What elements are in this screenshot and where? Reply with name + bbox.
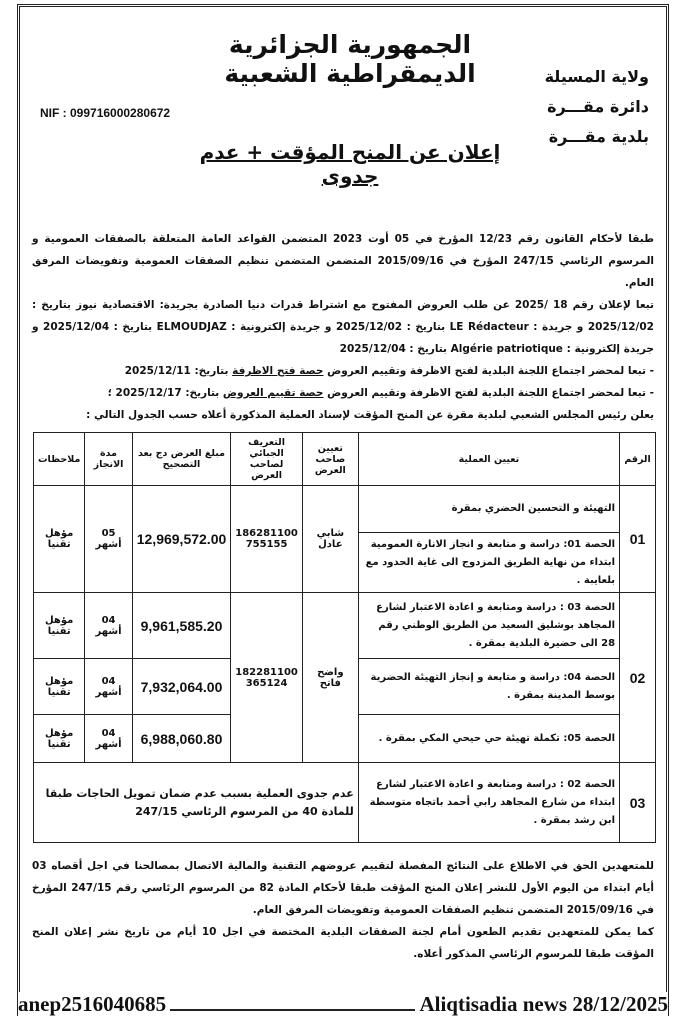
operation-title: التهيئة و التحسين الحضري بمقرة	[358, 486, 619, 533]
minutes-text: - تبعا لمحضر اجتماع اللجنة البلدية لفتح الاظرفة وتقييم العروض	[323, 387, 654, 399]
administration-block	[545, 62, 649, 152]
wilaya: ولاية المسيلة	[544, 67, 649, 86]
minutes-text: - تبعا لمحضر اجتماع اللجنة البلدية لفتح الاظرفة وتقييم العروض	[323, 365, 654, 377]
intro-line: يعلن رئيس المجلس الشعبي لبلدية مقرة عن المنح المؤقت لإسناد العملية المذكورة أعلاه حسب الجدول التالي :	[86, 409, 654, 421]
daira: دائرة مقـــرة	[547, 97, 649, 116]
lot-description: الحصة 01: دراسة و متابعة و انجاز الانارة العمومية ابتداء من نهاية الطريق المزدوج الى غاية الحدود مع بلعايبة .	[358, 533, 619, 593]
minutes-date: بتاريخ: 2025/12/17 ؛	[107, 387, 223, 399]
commune: بلدية مقـــرة	[548, 127, 649, 146]
lot-description: الحصة 02 : دراسة ومتابعة و اعادة الاعتبار لشارع ابتداء من شارع المجاهد رابي أحمد باتجاه متوسطة ابن رشد بمقرة .	[358, 763, 619, 843]
table-header	[34, 433, 656, 486]
republic-title: الجمهورية الجزائرية الديمقراطية الشعبية	[224, 30, 476, 88]
minutes-evaluation	[32, 382, 654, 404]
footer-text	[32, 855, 654, 965]
rights-paragraph: للمتعهدين الحق في الاطلاع على النتائج المفصلة لتقييم عروضهم التقنية والمالية الاتصال بمصالحنا في اجل أقصاه 03 أيام ابتداء من اليوم الأول للنشر إعلان المنح المؤقت طبقا لأحكام المادة 82 من المرسوم الرئاسي رقم 247/15 المؤرخ في 2015/09/16 المتضمن تنظيم الصفقات العمومية وتفويضات المرفق العام.	[32, 860, 654, 916]
row-number: 02	[620, 593, 656, 763]
announcement-body	[32, 228, 654, 426]
lot-description: الحصة 03 : دراسة ومتابعة و اعادة الاعتبار لشارع المجاهد بوشليق السعيد من الطريق الوطني رقم 28 الى حضيرة البلدية بمقرة .	[358, 593, 619, 659]
amount: 6,988,060.80	[132, 715, 231, 763]
minutes-date: بتاريخ: 2025/12/11	[124, 365, 233, 377]
note: مؤهل تقنيا	[34, 659, 85, 715]
header-operation: تعيين العملية	[358, 433, 619, 486]
header-number: الرقم	[620, 433, 656, 486]
anep-reference: anep2516040685	[18, 992, 167, 1016]
table-row	[34, 593, 656, 659]
header-tax-id: التعريف الجبائي لصاحب العرض	[231, 433, 303, 486]
row-number: 01	[620, 486, 656, 593]
appeals-paragraph: كما يمكن للمتعهدين تقديم الطعون أمام لجنة الصفقات البلدية المختصة في اجل 10 أيام من تاريخ نشر إعلان المنح المؤقت طبقا للمرسوم الرئاسي المذكور أعلاه.	[32, 926, 654, 960]
amount: 7,932,064.00	[132, 659, 231, 715]
table-row	[34, 486, 656, 533]
minutes-session: حصة فتح الاظرفة	[232, 365, 324, 377]
header-bidder: تعيين صاحب العرض	[302, 433, 358, 486]
publication-info: Aliqtisadia news 28/12/2025	[419, 992, 668, 1016]
minutes-opening	[32, 360, 654, 382]
bidder: واضح فاتح	[302, 593, 358, 763]
note: مؤهل تقنيا	[34, 715, 85, 763]
separator-line	[170, 1009, 415, 1011]
table-row	[34, 763, 656, 843]
tax-id: 182281100 365124	[231, 593, 303, 763]
tax-id: 186281100 755155	[231, 486, 303, 593]
amount: 9,961,585.20	[132, 593, 231, 659]
publication-line	[18, 992, 668, 1017]
legal-basis-paragraph: طبقا لأحكام القانون رقم 12/23 المؤرخ في 05 أوت 2023 المتضمن القواعد العامة المتعلقة بالصفقات العمومية و المرسوم الرئاسي 247/15 المؤرخ في 2015/09/16 المتضمن المتضمن تنظيم الصفقات العمومية وتفويضات المرفق العام.	[32, 233, 654, 289]
header-duration: مدة الانجاز	[85, 433, 132, 486]
duration: 05 أشهر	[85, 486, 132, 593]
note: مؤهل تقنيا	[34, 593, 85, 659]
row-number: 03	[620, 763, 656, 843]
duration: 04 أشهر	[85, 593, 132, 659]
bidder: شابي عادل	[302, 486, 358, 593]
duration: 04 أشهر	[85, 659, 132, 715]
unsuccessful-status: عدم جدوى العملية بسبب عدم ضمان تمويل الحاجات طبقا للمادة 40 من المرسوم الرئاسي 247/15	[34, 763, 359, 843]
note: مؤهل تقنيا	[34, 486, 85, 593]
lot-description: الحصة 04: دراسة و متابعة و إنجاز التهيئة الحضرية بوسط المدينة بمقرة .	[358, 659, 619, 715]
lot-description: الحصة 05: تكملة تهيئة حي حيحي المكي بمقرة .	[358, 715, 619, 763]
award-table	[33, 432, 656, 843]
nif-number: NIF : 099716000280672	[40, 106, 171, 120]
header-amount: مبلغ العرض دج بعد التصحيح	[132, 433, 231, 486]
minutes-session: حصة تقييم العروض	[222, 387, 324, 399]
amount: 12,969,572.00	[132, 486, 231, 593]
header-notes: ملاحظات	[34, 433, 85, 486]
announcement-title: إعلان عن المنح المؤقت + عدم جدوى	[199, 140, 501, 188]
duration: 04 أشهر	[85, 715, 132, 763]
tender-reference-paragraph: تبعا لإعلان رقم 18 /2025 عن طلب العروض المفتوح مع اشتراط قدرات دنيا الصادرة بجريدة: الاقتصادية نيوز بتاريخ : 2025/12/02 و جريدة : LE Rédacteur بتاريخ : 2025/12/02 و جريدة إلكترونية : ELMOUDJAZ بتاريخ : 2025/12/04 و جريدة إلكترونية : Algérie patriotique بتاريخ : 2025/12/04	[32, 299, 654, 355]
